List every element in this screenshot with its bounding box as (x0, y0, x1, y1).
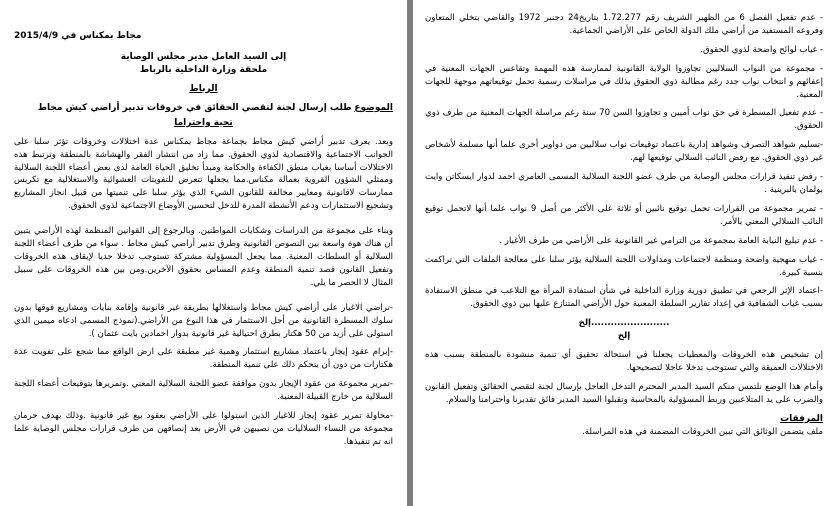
left-paragraph-3: -تراضي الاغيار على أراضي كيش مجاط واستغلالها بطريقة غير قانونية وإقامة بنايات ومشاريع فوقها بدون سلوك المسطرة القانونية من أجل الاستثمار في هذا النوع من الأراضي.(نموذج المسمى ادعاه ميمين الذي استولى على أزيد من 50 هكتار بطرق احتيالية غير قانونية بدوار احمادين بايت عثمان ). (14, 302, 393, 339)
left-paragraph-6: -محاولة تمرير عقود إيجار للاغيار الذين استولوا على الأراضي بعقود بيع غير قانونية .وذلك بهدف حرمان مجموعة من النساء السلاليات من نصيبهن في الأرض بعد إنصافهن من طرف قرارات مجلس الوصاية علما انه تم تنفيذها. (14, 411, 393, 447)
subject-label: الموضوع (354, 102, 393, 113)
subject-text: طلب إرسال لجنة لتقصي الحقائق في خروقات تدبير أراضي كيش مجاط (37, 102, 352, 113)
addressee-line-1: إلى السيد العامل مدير مجلس الوصاية (120, 51, 287, 62)
right-paragraph-4: - عدم تفعيل المسطرة في حق نواب أميين و تجاوزوا السن 70 سنة رغم مراسلة الجهات المعنية من طرف ذوي الحقوق. (425, 108, 823, 132)
right-paragraph-8: - عدم تبليغ النيابة العامة بمجموعة من الترامي غير القانونية على الأراضي من طرف الأغيار . (499, 235, 823, 246)
date-line: مجاط بمكناس في 2015/4/9 (14, 31, 142, 41)
document-page-left (0, 0, 407, 506)
right-paragraph-10: -اعتماد الإثر الرجعي في تطبيق دورية وزارة الداخلية في شأن استفادة المرأة مع التلاعب في منطق الاستفادة بسبب غياب الشفافية في إعداد تقارير السلطة المعنية حول الأراضي المتنازع عليها بين ذوي الحقوق. (425, 286, 823, 310)
right-paragraph-11: إن تشخيص هذه الخروقات والمعطيات يجعلنا في استحالة تحقيق أي تنمية منشودة بالمنطقة بسبب هذه الاختلالات العميقة والتي تستوجب تدخلا عاجلا لتصحيحها. (425, 350, 823, 373)
left-paragraph-2: وبناء على مجموعة من الدراسات وشكايات المواطنين. وبالرجوع إلى القوانين المنظمة لهذه الأراضي يتبين أن هناك هوة واسعة بين النصوص القانونية وطرق تدبير أراضي كيش مجاط . سواء من طرف أعضاء اللجنة السلالية أو السلطات المعنية. مما يجعل المسؤولية مشتركة تستوجب تدخلا جديا لإيقاف هذه الخروقات وتفعيل القانون قصد تنمية المنطقة وعدم المساس بحقوق الآخرين.ومن بين هذه الخروقات على سبيل المثال لا الحصر ما يلي. (14, 226, 393, 288)
right-paragraph-6: - رفض تنفيذ قرارات مجلس الوصاية من طرف عضو اللجنة السلالية المسمى العامري احمد لدوار ايسكاتن وايت بولمان بالبرينية . (425, 172, 823, 195)
subject-line (14, 102, 393, 115)
etc-mark: إلخ (617, 331, 631, 342)
attachments-heading: المرفقات (780, 413, 823, 424)
attachments-text: ملف يتضمن الوثائق التي تبين الخروقات المضمنة في هذه المراسلة. (582, 426, 823, 437)
city-line: الرباط (189, 83, 218, 94)
right-paragraph-7: - تمرير مجموعة من القرارات تحمل توقيع نائبين أو ثلاثة على الأكثر من أصل 9 نواب علما أنها لاتحمل توقيع النائب السلالي المعني بالأمر. (425, 203, 823, 227)
right-paragraph-5: -تسليم شواهد التصرف وشواهد إدارية باعتماد توقيعات نواب سلاليين من دواوير أخرى علما أنها مسلمة لأشخاص غير ذوي الحقوق. مع رفض النائب السلالي توقيعها لهم. (425, 140, 823, 164)
right-paragraph-12: وأمام هذا الوضع نلتمس منكم السيد المدير المحترم التدخل العاجل بإرسال لجنة لتقصي الحقائق وتفعيل القانون والضرب على يد المتلاعبين وربط المسؤولية بالمحاسبة وتقبلوا السيد المدير فائق تقديرنا واحترامنا والسلام. (425, 381, 823, 405)
left-paragraph-4: -إبرام عقود إيجار باعتماد مشاريع استثمار وهمية غير مطبقة على ارض الواقع مما شجع على تفويت عدة هكتارات من دون أن يتحكم ذلك على تنمية المنطقة. (14, 347, 393, 371)
left-paragraph-1: وبعد. يعرف تدبير أراضي كيش مجاط بجماعة مجاط بمكناس عدة اختلالات وخروقات تؤثر سلبا على الجوانب الاجتماعية والاقتصادية لذوي الحقوق. مما زاد من انتشار الفقر والهشاشة بالمنطقة وترتبط هذه الاختلالات أساسا بغياب منطق الكفاءة والحكامة ومبدأ تخليق الحياة العامة لدى بعض أعضاء اللجنة السلالية وممثلي الشؤون القروية بعمالة مكناس.مما يجعلها تتعرض للتفويتات العشوائية والاستغلالية مع تكريس ممارسات لاقانونية ومعايير مخالفة للقانون الشيء الذي يؤثر سلبا على تنميتها من قبيل انجاز المشاريع وتشجيع الاستثمارات ودعم الأنشطة المدرة للدخل لتحسين الأوضاع الاجتماعية لذوي الحقوق. (14, 136, 393, 212)
addressee-line-2: ملحقة وزارة الداخلية بالرباط (139, 64, 268, 75)
greeting: تحية واحتراما (174, 117, 233, 128)
ellipsis-mark: ........................إلخ (578, 318, 670, 329)
right-paragraph-3: - مجموعة من النواب السلاليين تجاوزوا الولاية القانونية لممارسة هذه المهمة وتقاعس الجهات المعنية في إعفائهم و انتخاب نواب جدد رغم مطالبة ذوي الحقوق بذلك في مراسلات رسمية تحمل توقيعاتهم موجهة للجهات المعنية. (425, 63, 823, 100)
right-paragraph-2: - غياب لوائح واضحة لذوي الحقوق. (700, 44, 823, 55)
right-paragraph-1: - عدم تفعيل الفصل 6 من الظهير الشريف رقم 1.72.277 بتاريخ24 دجنبر 1972 والقاضي بتخلي المتعاون وفروعه المستفيد من أراضي ملك الدولة الخاص على الأراضي الجماعية. (425, 13, 823, 36)
document-page-right (413, 0, 833, 506)
left-paragraph-5: -تمرير مجموعة من عقود الإيجار بدون موافقة عضو اللجنة السلالية المعني .وتمريرها بتوقيعات أعضاء اللجنة السلالية من خارج القبيلة المعنية. (14, 379, 393, 403)
right-paragraph-9: - غياب منهجية واضحة ومنظمة لاجتماعات ومداولات اللجنة السلالية يؤثر سلبا على معالجة الملفات التي تراكمت بنسبة كبيرة. (425, 254, 823, 278)
